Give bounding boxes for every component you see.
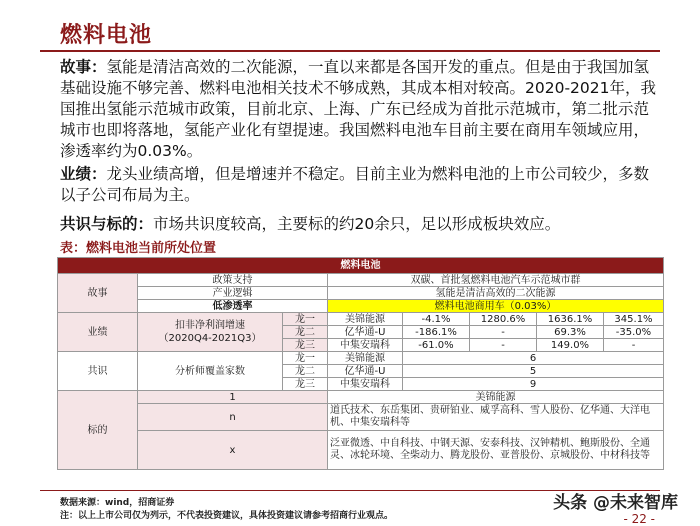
value-cell: 6 xyxy=(403,352,664,365)
value-cell: -35.0% xyxy=(604,326,664,339)
value-cell: -4.1% xyxy=(403,313,470,326)
page-number: - 22 - xyxy=(623,512,655,526)
watermark: 头条 @未来智库 xyxy=(553,493,678,513)
consensus-text: 市场共识度较高，主要标的约20余只，足以形成板块效应。 xyxy=(153,215,561,233)
page-title: 燃料电池 xyxy=(60,23,153,48)
rank-cell: 龙二 xyxy=(283,365,328,378)
performance-paragraph xyxy=(60,164,660,206)
consensus-label: 共识与标的： xyxy=(60,215,154,233)
company-cell: 亿华通-U xyxy=(328,365,403,378)
table-row xyxy=(58,274,664,287)
table-row xyxy=(58,404,664,431)
table-row xyxy=(58,352,664,365)
position-table xyxy=(57,257,664,470)
story-paragraph xyxy=(60,57,660,162)
rank-cell: 龙三 xyxy=(283,378,328,391)
table-cell: 双碳、首批氢燃料电池汽车示范城市群 xyxy=(328,274,664,287)
table-cell: 氢能是清洁高效的二次能源 xyxy=(328,287,664,300)
table-cell: 美锦能源 xyxy=(328,391,664,404)
table-cell: 产业逻辑 xyxy=(138,287,328,300)
table-row xyxy=(58,431,664,470)
table-cell: n xyxy=(138,404,328,431)
value-cell: -186.1% xyxy=(403,326,470,339)
value-cell: 9 xyxy=(403,378,664,391)
table-caption: 表：燃料电池当前所处位置 xyxy=(60,241,217,256)
table-cell: 政策支持 xyxy=(138,274,328,287)
rank-cell: 龙一 xyxy=(283,352,328,365)
data-source: 数据来源：wind，招商证券 xyxy=(60,498,175,508)
value-cell: 5 xyxy=(403,365,664,378)
consensus-section-label: 共识 xyxy=(58,352,138,391)
value-cell: - xyxy=(604,339,664,352)
story-label: 故事： xyxy=(60,58,107,76)
consensus-paragraph xyxy=(60,214,660,235)
value-cell: - xyxy=(470,326,537,339)
story-section-label: 故事 xyxy=(58,274,138,313)
value-cell: 149.0% xyxy=(537,339,604,352)
company-cell: 美锦能源 xyxy=(328,313,403,326)
consensus-metric: 分析师覆盖家数 xyxy=(138,352,283,391)
perf-section-label: 业绩 xyxy=(58,313,138,352)
table-row xyxy=(58,391,664,404)
value-cell: -61.0% xyxy=(403,339,470,352)
highlighted-cell: 燃料电池商用车（0.03%） xyxy=(328,300,664,313)
rank-cell: 龙三 xyxy=(283,339,328,352)
value-cell: 1280.6% xyxy=(470,313,537,326)
story-text: 氢能是清洁高效的二次能源，一直以来都是各国开发的重点。但是由于我国加氢基础设施不够完善、燃料电池相关技术不够成熟，其成本相对较高。2020-2021年，我国推出氢能示范城市政策，目前北京、上海、广东已经成为首批示范城市，第二批示范城市也即将落地，氢能产业化有望提速。我国燃料电池车目前主要在商用车领域应用，渗透率约为0.03%。 xyxy=(60,58,656,160)
company-cell: 中集安瑞科 xyxy=(328,339,403,352)
table-header-row xyxy=(58,258,664,274)
footnote: 注：以上上市公司仅为列示，不代表投资建议，具体投资建议请参考招商行业观点。 xyxy=(60,511,394,521)
table-row xyxy=(58,287,664,300)
company-cell: 亿华通-U xyxy=(328,326,403,339)
value-cell: 1636.1% xyxy=(537,313,604,326)
perf-metric-line2: （2020Q4-2021Q3） xyxy=(158,333,262,344)
table-cell: 泛亚微透、中自科技、中钢天源、安泰科技、汉钟精机、鲍斯股份、全通灵、冰轮环境、全柴动力、腾龙股份、亚普股份、京城股份、中材科技等 xyxy=(328,431,664,470)
value-cell: 69.3% xyxy=(537,326,604,339)
performance-text: 龙头业绩高增，但是增速并不稳定。目前主业为燃料电池的上市公司较少，多数以子公司布局为主。 xyxy=(60,165,650,204)
perf-metric xyxy=(138,313,283,352)
table-header: 燃料电池 xyxy=(58,258,664,274)
rank-cell: 龙一 xyxy=(283,313,328,326)
table-cell: 低渗透率 xyxy=(138,300,328,313)
performance-label: 业绩： xyxy=(60,165,107,183)
table-cell: 道氏技术、东岳集团、贵研铂业、威孚高科、雪人股份、亿华通、大洋电机、中集安瑞科等 xyxy=(328,404,664,431)
title-divider xyxy=(40,50,660,52)
table-row xyxy=(58,300,664,313)
rank-cell: 龙二 xyxy=(283,326,328,339)
targets-section-label: 标的 xyxy=(58,391,138,470)
value-cell: - xyxy=(470,339,537,352)
company-cell: 中集安瑞科 xyxy=(328,378,403,391)
table-cell: 1 xyxy=(138,391,328,404)
table-row xyxy=(58,313,664,326)
table-cell: x xyxy=(138,431,328,470)
perf-metric-line1: 扣非净利润增速 xyxy=(175,320,245,331)
company-cell: 美锦能源 xyxy=(328,352,403,365)
value-cell: 345.1% xyxy=(604,313,664,326)
